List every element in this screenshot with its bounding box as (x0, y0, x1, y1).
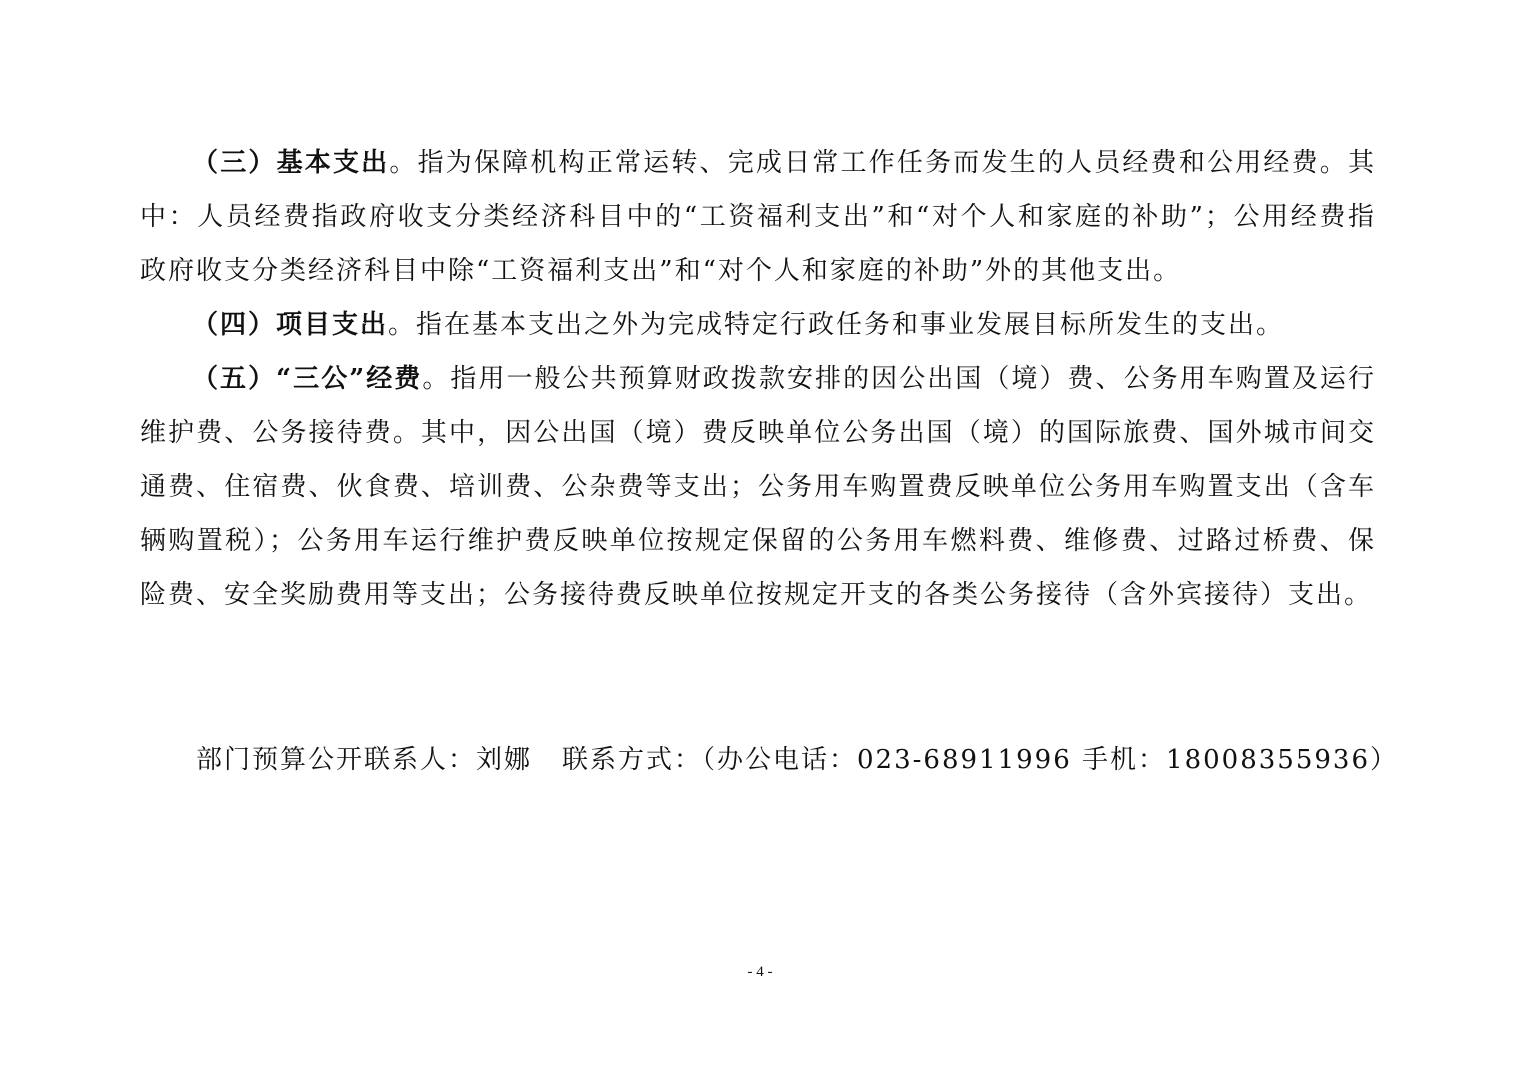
contact-person: 部门预算公开联系人：刘娜 (196, 745, 533, 775)
definition-project-expenditure: 。指在基本支出之外为完成特定行政任务和事业发展目标所发生的支出。 (388, 310, 1285, 340)
paragraph-project-expenditure (140, 298, 1376, 352)
definition-basic-expenditure: 。指为保障机构正常运转、完成日常工作任务而发生的人员经费和公用经费。其中：人员经费指政府收支分类经济科目中的“工资福利支出”和“对个人和家庭的补助”；公用经费指政府收支分类经济科目中除“工资福利支出”和“对个人和家庭的补助”外的其他支出。 (140, 148, 1376, 286)
contact-line (196, 738, 1398, 782)
paragraph-basic-expenditure (140, 136, 1376, 298)
term-three-public-funds: （五）“三公”经费 (192, 364, 423, 394)
document-body (140, 136, 1376, 622)
page-number: - 4 - (747, 964, 773, 980)
contact-method: 联系方式：（办公电话：023-68911996 手机：18008355936） (562, 745, 1398, 775)
definition-three-public-funds: 。指用一般公共预算财政拨款安排的因公出国（境）费、公务用车购置及运行维护费、公务接待费。其中，因公出国（境）费反映单位公务出国（境）的国际旅费、国外城市间交通费、住宿费、伙食费、培训费、公杂费等支出；公务用车购置费反映单位公务用车购置支出（含车辆购置税）；公务用车运行维护费反映单位按规定保留的公务用车燃料费、维修费、过路过桥费、保险费、安全奖励费用等支出；公务接待费反映单位按规定开支的各类公务接待（含外宾接待）支出。 (140, 364, 1376, 610)
term-project-expenditure: （四）项目支出 (192, 310, 389, 340)
paragraph-three-public-funds (140, 352, 1376, 622)
term-basic-expenditure: （三）基本支出 (192, 148, 390, 178)
